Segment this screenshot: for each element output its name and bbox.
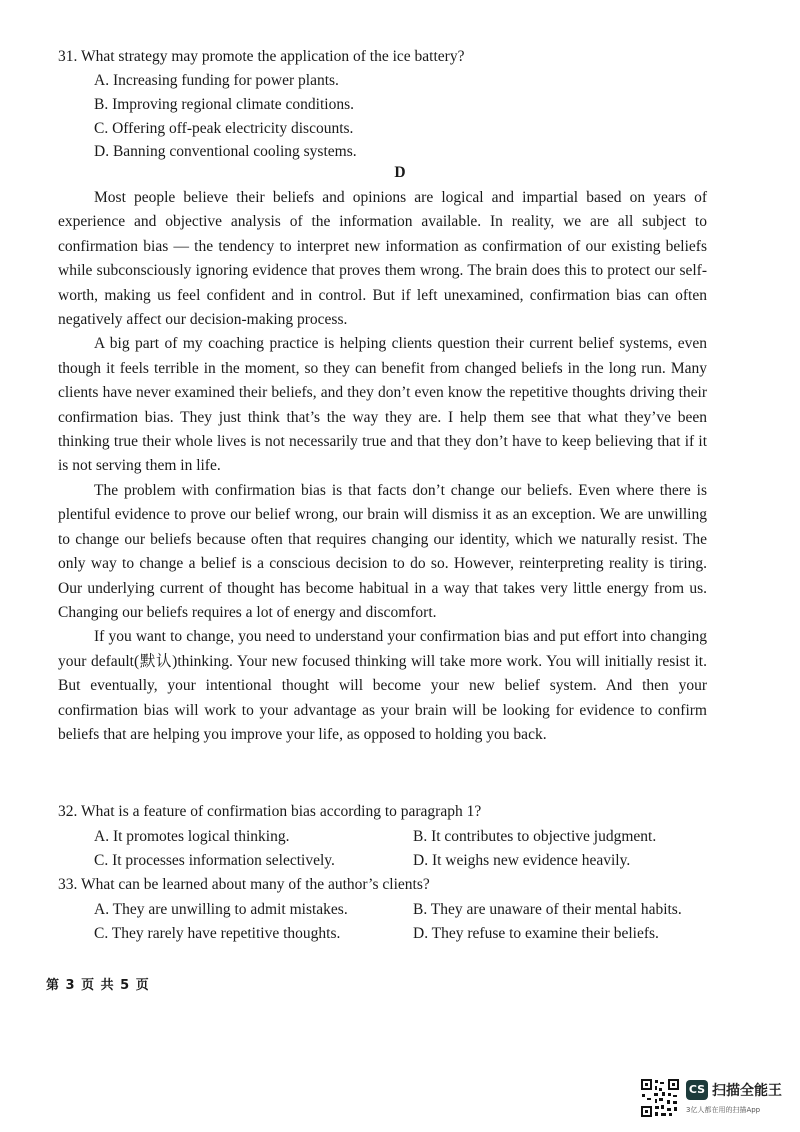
passage-paragraph-1: Most people believe their beliefs and opinions are logical and impartial based on years of experience and objective analysis of the information available. In reality, we are all subject to confirmation bias — the tendency to interpret new information as confirmation of our existing beliefs while subconsciously ignoring evidence that proves them wrong. The brain does this to protect our self-worth, making us feel confident and in control. But if left unexamined, confirmation bias can often negatively affect our decision-making process. bbox=[58, 189, 707, 329]
section-letter: D bbox=[394, 164, 406, 181]
scanner-app-name: 扫描全能王 bbox=[712, 1083, 782, 1099]
question-32-option-a: A. It promotes logical thinking. bbox=[94, 828, 290, 845]
question-31-option-c: C. Offering off-peak electricity discounts. bbox=[94, 120, 354, 137]
question-32-option-d: D. It weighs new evidence heavily. bbox=[413, 852, 631, 869]
passage-paragraph-3: The problem with confirmation bias is that facts don’t change our beliefs. Even where there is plentiful evidence to prove our belief wrong, our brain will dismiss it as an exception. We are unwilling to change our beliefs because often that requires changing our identity, which we naturally resist. The only way to change a belief is a conscious decision to do so. However, reinterpreting reality is tiring. Our underlying current of thought has become habitual in a way that takes very little energy from us. Changing our beliefs requires a lot of energy and discomfort. bbox=[58, 481, 707, 621]
scanner-watermark bbox=[640, 1078, 790, 1120]
question-33-option-b: B. They are unaware of their mental habits. bbox=[413, 901, 682, 918]
question-31-stem: 31. What strategy may promote the application of the ice battery? bbox=[58, 48, 465, 65]
question-32-option-b: B. It contributes to objective judgment. bbox=[413, 828, 657, 845]
question-32-option-c: C. It processes information selectively. bbox=[94, 852, 335, 869]
passage-paragraph-4: If you want to change, you need to understand your confirmation bias and put effort into changing your default(默认)thinking. Your new focused thinking will take more work. You will initially resist it. But eventually, your intentional thought will become your new belief system. And then your confirmation bias will work to your advantage as your brain will be looking for evidence to confirm beliefs that are helping you improve your life, as opposed to holding you back. bbox=[58, 628, 707, 743]
page-footer: 第 3 页 共 5 页 bbox=[46, 978, 150, 993]
scanner-tagline: 3亿人都在用的扫描App bbox=[686, 1106, 761, 1114]
question-33-option-a: A. They are unwilling to admit mistakes. bbox=[94, 901, 348, 918]
question-31-option-b: B. Improving regional climate conditions. bbox=[94, 96, 355, 113]
passage bbox=[58, 186, 707, 747]
question-33-option-d: D. They refuse to examine their beliefs. bbox=[413, 925, 659, 942]
qr-code-icon bbox=[640, 1078, 680, 1118]
question-31-option-a: A. Increasing funding for power plants. bbox=[94, 72, 339, 89]
question-33-option-c: C. They rarely have repetitive thoughts. bbox=[94, 925, 341, 942]
question-33-stem: 33. What can be learned about many of the author’s clients? bbox=[58, 876, 430, 893]
question-31-option-d: D. Banning conventional cooling systems. bbox=[94, 143, 357, 160]
scanner-logo-badge: CS bbox=[686, 1080, 708, 1100]
question-32-stem: 32. What is a feature of confirmation bias according to paragraph 1? bbox=[58, 803, 482, 820]
passage-paragraph-2: A big part of my coaching practice is helping clients question their current belief systems, even though it feels terrible in the moment, so they can benefit from changed beliefs in the long run. Many clients have never examined their beliefs, and they don’t even know the repetitive thoughts driving their confirmation bias. They just think that’s the way they are. I help them see that what they’ve been thinking true their whole lives is not necessarily true and that they don’t have to keep believing that if it is not serving them in life. bbox=[58, 335, 707, 475]
